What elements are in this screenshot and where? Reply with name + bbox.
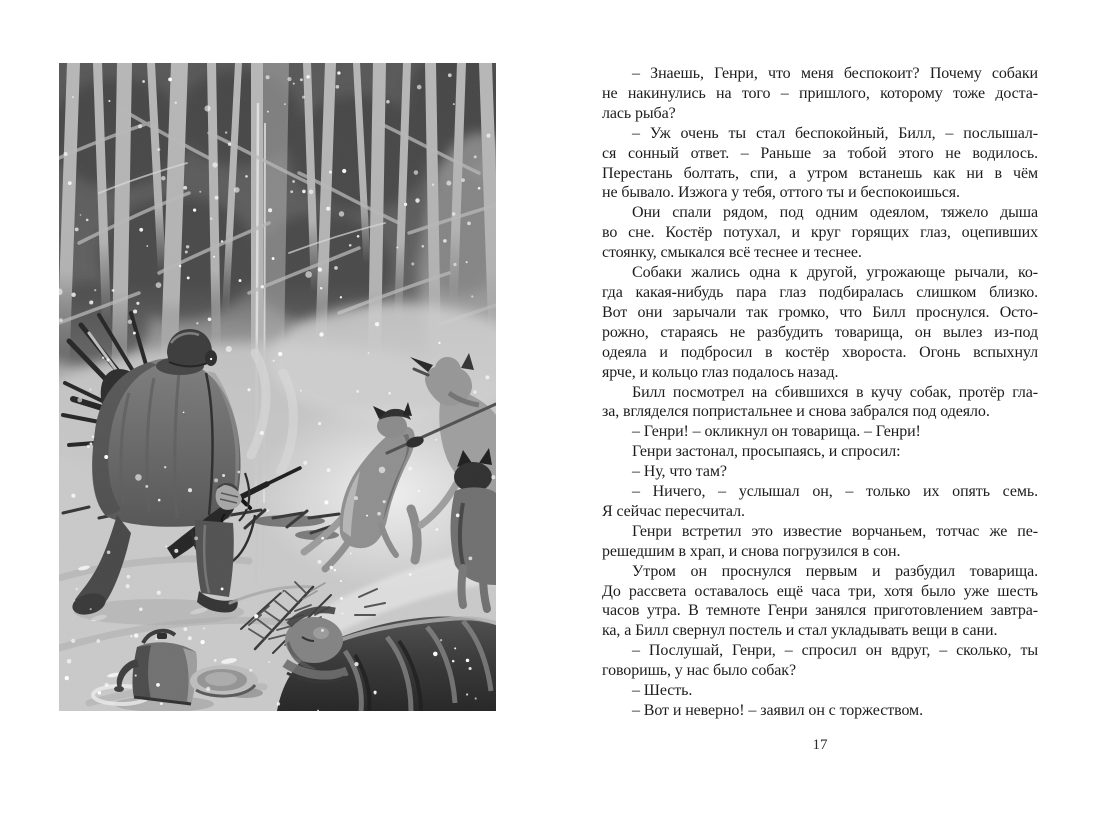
text-line: – Послушай, Генри, – спросил он вдруг, – сколько, ты: [632, 642, 1038, 660]
illustration-svg: [59, 63, 496, 711]
text-line: часов утра. В темноте Генри занялся приготовлением завтра-: [602, 602, 1038, 620]
paragraph: [602, 701, 1038, 721]
text-line: ся сонный ответ. – Раньше за тобой этого не водилось.: [602, 144, 1038, 162]
paper-texture: [59, 63, 496, 711]
text-line: Вот они зарычали так громко, что Билл проснулся. Осто-: [602, 303, 1038, 321]
paragraph: [602, 422, 1038, 442]
paragraph: [602, 462, 1038, 482]
page-number: 17: [812, 737, 828, 753]
paragraph: [602, 124, 1038, 204]
text-line: Я сейчас пересчитал.: [602, 502, 745, 520]
text-line: – Генри! – окликнул он товарища. – Генри!: [632, 423, 921, 441]
paragraph: [602, 482, 1038, 522]
text-line: гда какая-нибудь пара глаз подбиралась слишком близко.: [602, 283, 1038, 301]
text-line: стоянку, смыкался всё теснее и теснее.: [602, 244, 862, 262]
paragraph: [602, 641, 1038, 681]
paragraph: [602, 681, 1038, 701]
text-line: рожно, стараясь не разбудить товарища, он вылез из-под: [602, 323, 1038, 341]
text-line: Они спали рядом, под одним одеялом, тяжело дыша: [632, 204, 1038, 222]
text-block: [602, 64, 1038, 721]
illustration: [59, 63, 496, 711]
paragraph: [602, 64, 1038, 124]
text-line: решедшим в храп, и снова погрузился в сон.: [602, 542, 901, 560]
text-line: ка, а Билл свернул постель и стал укладывать вещи в сани.: [602, 622, 998, 640]
text-line: Билл посмотрел на сбившихся в кучу собак, протёр гла-: [632, 383, 1038, 401]
text-line: До рассвета оставалось ещё часа три, хотя было уже шесть: [602, 582, 1038, 600]
paragraph: [602, 383, 1038, 423]
text-line: лась рыба?: [602, 104, 676, 122]
paragraph: [602, 442, 1038, 462]
paragraph: [602, 263, 1038, 382]
text-line: не накинулись на того – пришлого, которому тоже доста-: [602, 84, 1038, 102]
text-line: во сне. Костёр потухал, и круг горящих глаз, оцепивших: [602, 224, 1038, 242]
paragraph: [602, 522, 1038, 562]
text-line: Перестань болтать, спи, а утром встанешь как ни в чём: [602, 164, 1038, 182]
text-line: не бывало. Изжога у тебя, оттого ты и беспокоишься.: [602, 184, 960, 202]
paragraph: [602, 562, 1038, 642]
paragraph: [602, 203, 1038, 263]
text-line: Утром он проснулся первым и разбудил товарища.: [632, 562, 1038, 580]
text-line: за, вгляделся попристальнее и снова забрался под одеяло.: [602, 403, 990, 421]
text-line: – Ну, что там?: [632, 463, 727, 481]
text-line: говоришь, у нас было собак?: [602, 662, 796, 680]
text-line: Генри встретил это известие ворчаньем, тотчас же пе-: [632, 522, 1038, 540]
text-line: – Ничего, – услышал он, – только их опять семь.: [632, 483, 1038, 501]
text-line: Собаки жались одна к другой, угрожающе рычали, ко-: [632, 264, 1038, 282]
text-line: ярче, и кольцо глаз подалось назад.: [602, 363, 839, 381]
text-line: – Знаешь, Генри, что меня беспокоит? Почему собаки: [632, 65, 1038, 82]
text-line: – Шесть.: [632, 682, 693, 700]
text-line: – Вот и неверно! – заявил он с торжеством.: [632, 702, 923, 719]
text-line: одеяла и подбросил в костёр хвороста. Огонь вспыхнул: [602, 343, 1038, 361]
text-line: Генри застонал, просыпаясь, и спросил:: [632, 443, 901, 461]
text-line: – Уж очень ты стал беспокойный, Билл, – послышал-: [632, 124, 1038, 142]
